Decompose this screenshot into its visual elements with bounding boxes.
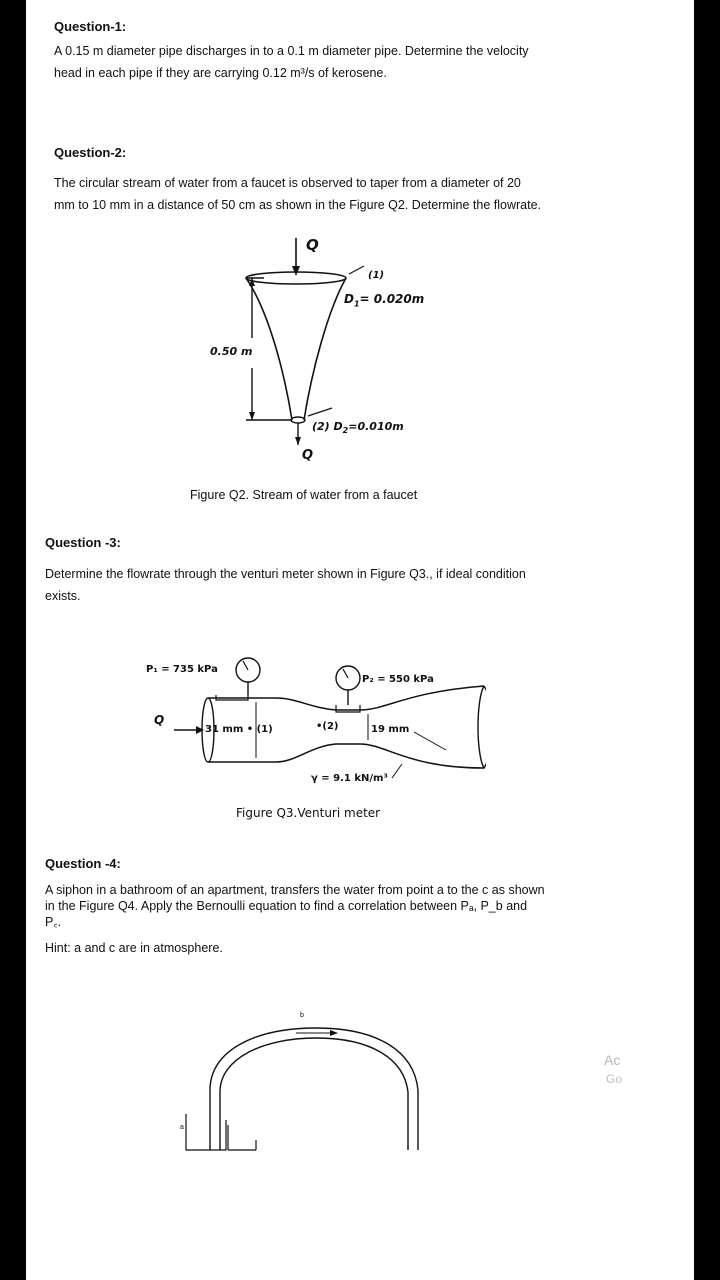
overlay-text-line-2: Go: [606, 1072, 623, 1086]
figure-q4-siphon: [146, 1010, 446, 1160]
figure-q3-p2: P₂ = 550 kPa: [362, 674, 434, 685]
question-1-line-2: head in each pipe if they are carrying 0.12 m³/s of kerosene.: [54, 66, 387, 80]
figure-q2-d1-value: = 0.020m: [359, 292, 425, 306]
figure-q2-d2-value: =0.010m: [348, 420, 404, 433]
question-3-title: Question -3:: [45, 535, 121, 550]
question-4-hint: Hint: a and c are in atmosphere.: [45, 941, 223, 955]
figure-q3-point-2: •(2): [316, 721, 339, 732]
question-2-line-1: The circular stream of water from a faucet is observed to taper from a diameter of 20: [54, 176, 521, 190]
figure-q2-d1-sub: 1: [353, 299, 360, 309]
figure-q2-d1-symbol: D: [344, 292, 354, 306]
question-4-line-3: P꜀.: [45, 915, 62, 929]
question-3-line-1: Determine the flowrate through the venturi meter shown in Figure Q3., if ideal condition: [45, 567, 526, 581]
question-4-text: [45, 882, 685, 930]
question-3-line-2: exists.: [45, 589, 81, 603]
figure-q2-caption: Figure Q2. Stream of water from a faucet: [190, 488, 418, 502]
figure-q2-height: 0.50 m: [210, 345, 253, 358]
figure-q4-label-a: a: [180, 1124, 184, 1131]
question-1-text: [54, 40, 684, 84]
question-3-text: [45, 563, 685, 607]
figure-q3-d1: 31 mm • (1): [205, 724, 273, 735]
question-2-line-2: mm to 10 mm in a distance of 50 cm as shown in the Figure Q2. Determine the flowrate.: [54, 198, 542, 212]
figure-q3-gamma: γ = 9.1 kN/m³: [311, 773, 388, 784]
question-1-title: Question-1:: [54, 19, 127, 34]
figure-q2-d1: [344, 292, 424, 308]
figure-q2-q-bottom: Q: [302, 448, 314, 463]
figure-q3-q: Q: [154, 713, 165, 727]
figure-q3-caption: Figure Q3.Venturi meter: [236, 806, 381, 820]
question-2-title: Question-2:: [54, 145, 127, 160]
question-1-line-1: A 0.15 m diameter pipe discharges in to a 0.1 m diameter pipe. Determine the velocity: [54, 44, 529, 58]
figure-q2-label-1: (1): [368, 270, 385, 281]
figure-q2-q-top: Q: [306, 236, 319, 254]
figure-q4-label-b: b: [300, 1012, 304, 1019]
figure-q2-d2-sub: 2: [342, 426, 349, 436]
overlay-text-line-1: Ac: [604, 1052, 621, 1068]
figure-q3-d2: 19 mm: [371, 724, 410, 735]
question-2-text: [54, 172, 684, 216]
document-page: [26, 0, 694, 1280]
figure-q3-p1: P₁ = 735 kPa: [146, 664, 218, 675]
question-4-line-1: A siphon in a bathroom of an apartment, transfers the water from point a to the c as shown: [45, 883, 545, 897]
figure-q2-d2-symbol: (2) D: [312, 420, 343, 433]
question-4-line-2: in the Figure Q4. Apply the Bernoulli equation to find a correlation between Pₐ, P_b and: [45, 899, 528, 913]
figure-q2-d2: [312, 420, 404, 435]
question-4-title: Question -4:: [45, 856, 121, 871]
